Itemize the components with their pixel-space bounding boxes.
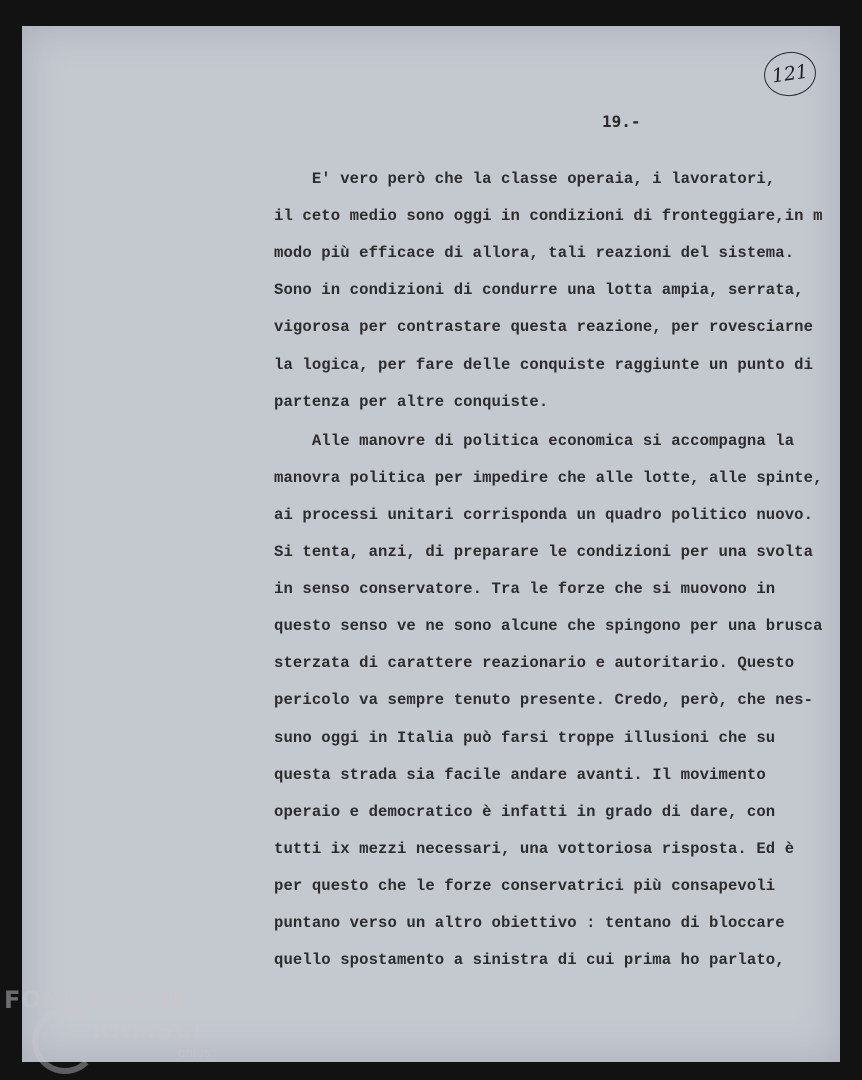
document-line: Si tenta, anzi, di preparare le condizioni per una svolta — [274, 543, 814, 561]
document-line: E' vero però che la classe operaia, i lavoratori, — [274, 170, 776, 188]
document-line: Sono in condizioni di condurre una lotta ampia, serrata, — [274, 281, 804, 300]
document-line: sterzata di carattere reazionario e autoritario. Questo — [274, 654, 795, 673]
archive-number-text: 121 — [770, 60, 810, 88]
document-line: tutti ix mezzi necessari, una vottoriosa risposta. Ed è — [274, 839, 795, 858]
document-line: questa strada sia facile andare avanti. Il movimento — [274, 765, 766, 784]
document-line: pericolo va sempre tenuto presente. Credo, però, che nes- — [274, 691, 814, 710]
document-line: in senso conservatore. Tra le forze che si muovono in — [274, 580, 776, 599]
document-line: manovra politica per impedire che alle lotte, alle spinte, — [274, 468, 823, 487]
fondazione-gramsci-watermark — [4, 986, 219, 1066]
document-line: la logica, per fare delle conquiste raggiunte un punto di — [274, 355, 814, 374]
watermark-gramsci: RAMSCI — [92, 1016, 203, 1044]
document-line: puntano verso un altro obiettivo : tentano di bloccare — [274, 914, 785, 932]
document-line: suno oggi in Italia può farsi troppe illusioni che su — [274, 728, 776, 747]
document-line: quello spostamento a sinistra di cui prima ho parlato, — [274, 951, 785, 970]
document-line: il ceto medio sono oggi in condizioni di fronteggiare,in m — [274, 207, 823, 226]
document-line: per questo che le forze conservatrici più consapevoli — [274, 876, 776, 895]
document-line: vigorosa per contrastare questa reazione, per rovesciarne — [274, 318, 814, 337]
watermark-fondazione: FONDAZIONE — [4, 986, 188, 1014]
page-number: 19.- — [602, 112, 641, 131]
document-line: operaio e democratico è infatti in grado di dare, con — [274, 802, 776, 821]
document-line: modo più efficace di allora, tali reazioni del sistema. — [274, 244, 795, 263]
watermark-onlus: onlus — [178, 1046, 211, 1060]
document-line: ai processi unitari corrisponda un quadro politico nuovo. — [274, 505, 814, 524]
watermark-g-logo-icon — [32, 1008, 98, 1074]
document-line: partenza per altre conquiste. — [274, 392, 549, 411]
document-line: Alle manovre di politica economica si accompagna la — [274, 431, 795, 450]
document-line: questo senso ve ne sono alcune che spingono per una brusca — [274, 617, 823, 636]
